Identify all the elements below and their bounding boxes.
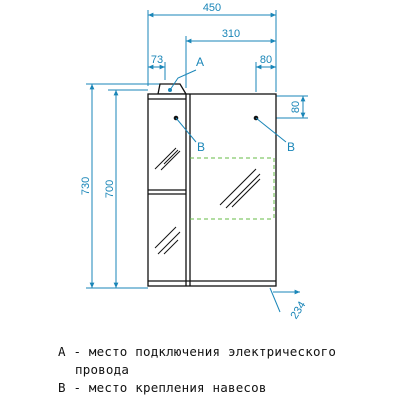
callout-label-b-left: B: [197, 140, 206, 154]
socket-box: [158, 84, 186, 94]
dim-total-height: 730: [80, 176, 92, 196]
dim-cabinet-width: 310: [221, 28, 241, 40]
cabinet-outline: [148, 84, 276, 286]
dim-total-width: 450: [202, 2, 222, 14]
callout-label-a: A: [196, 55, 205, 69]
legend-line-3: В - место крепления навесов: [58, 380, 267, 395]
dim-fixing-offset-x: 80: [259, 54, 273, 66]
legend-line-1: А - место подключения электрического: [58, 344, 337, 359]
dim-socket-offset: 73: [150, 54, 164, 66]
legend-line-2: провода: [75, 362, 130, 377]
dim-depth: 234: [288, 299, 309, 322]
callout-label-b-right: B: [287, 140, 296, 154]
dim-body-height: 700: [104, 179, 116, 199]
dim-fixing-offset-y: 80: [290, 100, 302, 114]
